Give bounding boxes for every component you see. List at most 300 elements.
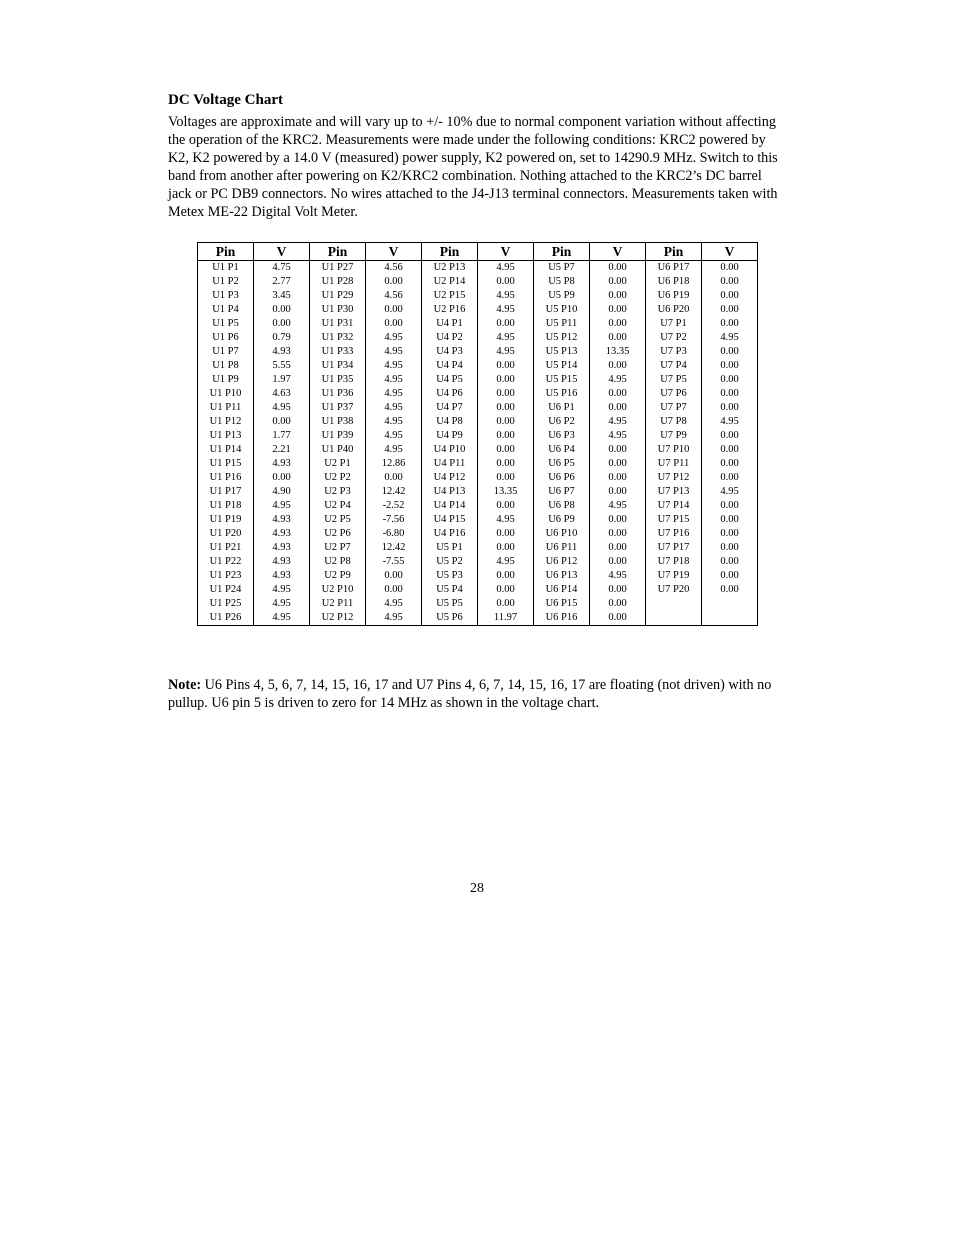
pin-cell: U6 P2 — [534, 415, 590, 429]
voltage-cell: 4.93 — [254, 541, 310, 555]
voltage-cell: 0.00 — [702, 275, 758, 289]
pin-cell: U4 P1 — [422, 317, 478, 331]
pin-cell: U2 P16 — [422, 303, 478, 317]
voltage-cell: 13.35 — [478, 485, 534, 499]
voltage-cell: 0.00 — [478, 317, 534, 331]
voltage-cell: 0.00 — [366, 471, 422, 485]
voltage-cell: 4.93 — [254, 345, 310, 359]
pin-cell: U5 P12 — [534, 331, 590, 345]
pin-cell: U5 P9 — [534, 289, 590, 303]
pin-cell: U4 P4 — [422, 359, 478, 373]
pin-cell: U6 P14 — [534, 583, 590, 597]
voltage-cell: 0.00 — [366, 569, 422, 583]
intro-paragraph: Voltages are approximate and will vary up to +/- 10% due to normal component variation without affecting the operation of the KRC2. Measurements were made under the following conditions: KRC2 powered by K2, K2 powered by a 14.0 V (measured) power supply, K2 powered on, set to 14290.9 MHz. Switch to this band from another after powering on K2/KRC2 combination. Nothing attached to the KRC2’s DC barrel jack or PC DB9 connectors. No wires attached to the J4-J13 terminal connectors. Measurements taken with Metex ME-22 Digital Volt Meter. — [168, 114, 778, 220]
pin-cell: U2 P10 — [310, 583, 366, 597]
pin-cell: U7 P3 — [646, 345, 702, 359]
voltage-cell: 0.00 — [478, 471, 534, 485]
pin-cell: U7 P13 — [646, 485, 702, 499]
pin-cell: U1 P2 — [198, 275, 254, 289]
pin-cell: U1 P1 — [198, 261, 254, 276]
voltage-cell: 4.95 — [366, 429, 422, 443]
voltage-cell: 0.00 — [702, 583, 758, 597]
voltage-cell: 0.00 — [590, 485, 646, 499]
voltage-cell: 0.00 — [702, 401, 758, 415]
voltage-cell: 0.00 — [702, 569, 758, 583]
pin-cell: U5 P6 — [422, 611, 478, 626]
pin-cell: U6 P9 — [534, 513, 590, 527]
pin-cell: U5 P15 — [534, 373, 590, 387]
pin-cell: U4 P11 — [422, 457, 478, 471]
pin-cell: U1 P16 — [198, 471, 254, 485]
voltage-cell: 0.00 — [478, 415, 534, 429]
table-row — [198, 471, 758, 485]
voltage-cell: 1.97 — [254, 373, 310, 387]
pin-cell: U2 P3 — [310, 485, 366, 499]
voltage-cell: 4.93 — [254, 569, 310, 583]
voltage-cell: 4.95 — [366, 373, 422, 387]
voltage-cell: 4.95 — [702, 331, 758, 345]
voltage-cell: 0.00 — [590, 275, 646, 289]
pin-cell: U4 P10 — [422, 443, 478, 457]
voltage-cell: 4.95 — [590, 429, 646, 443]
voltage-cell: 0.00 — [590, 597, 646, 611]
voltage-cell: 4.95 — [366, 443, 422, 457]
pin-cell: U5 P7 — [534, 261, 590, 276]
voltage-cell: 0.00 — [702, 373, 758, 387]
voltage-cell: 0.00 — [478, 569, 534, 583]
pin-cell: U6 P8 — [534, 499, 590, 513]
table-row — [198, 415, 758, 429]
voltage-cell: 0.00 — [702, 513, 758, 527]
voltage-cell: 0.00 — [702, 387, 758, 401]
pin-cell: U1 P32 — [310, 331, 366, 345]
voltage-cell: 4.95 — [590, 499, 646, 513]
voltage-cell: 0.00 — [478, 457, 534, 471]
pin-cell: U6 P5 — [534, 457, 590, 471]
column-header: Pin — [646, 243, 702, 261]
pin-cell: U1 P12 — [198, 415, 254, 429]
table-row — [198, 373, 758, 387]
voltage-cell: 4.63 — [254, 387, 310, 401]
voltage-cell: 0.00 — [254, 415, 310, 429]
voltage-cell: 0.00 — [590, 401, 646, 415]
voltage-cell: 0.00 — [702, 345, 758, 359]
voltage-cell: 0.00 — [478, 275, 534, 289]
pin-cell: U6 P11 — [534, 541, 590, 555]
table-row — [198, 485, 758, 499]
pin-cell: U6 P19 — [646, 289, 702, 303]
voltage-cell: 4.95 — [478, 331, 534, 345]
table-row — [198, 555, 758, 569]
voltage-cell: 0.00 — [702, 261, 758, 276]
voltage-cell: 0.00 — [702, 289, 758, 303]
voltage-cell: 0.00 — [702, 443, 758, 457]
pin-cell: U5 P5 — [422, 597, 478, 611]
voltage-cell: 4.95 — [478, 555, 534, 569]
pin-cell: U4 P15 — [422, 513, 478, 527]
pin-cell: U6 P6 — [534, 471, 590, 485]
pin-cell: U1 P24 — [198, 583, 254, 597]
pin-cell: U1 P9 — [198, 373, 254, 387]
voltage-cell: 4.95 — [366, 611, 422, 626]
voltage-cell: 1.77 — [254, 429, 310, 443]
voltage-cell: 2.77 — [254, 275, 310, 289]
pin-cell: U1 P23 — [198, 569, 254, 583]
voltage-table — [197, 242, 758, 626]
voltage-cell: 0.00 — [590, 443, 646, 457]
voltage-cell: 4.56 — [366, 261, 422, 276]
pin-cell: U5 P14 — [534, 359, 590, 373]
voltage-cell: 4.95 — [366, 359, 422, 373]
voltage-cell: 0.00 — [702, 457, 758, 471]
voltage-cell: 0.00 — [590, 303, 646, 317]
voltage-cell: 0.00 — [590, 611, 646, 626]
voltage-cell: 4.95 — [254, 401, 310, 415]
pin-cell: U4 P7 — [422, 401, 478, 415]
column-header: V — [702, 243, 758, 261]
voltage-cell — [702, 597, 758, 611]
table-header-row — [198, 243, 758, 261]
voltage-cell: 4.93 — [254, 527, 310, 541]
voltage-cell: -7.55 — [366, 555, 422, 569]
pin-cell: U7 P8 — [646, 415, 702, 429]
pin-cell: U5 P16 — [534, 387, 590, 401]
voltage-cell: 4.95 — [478, 345, 534, 359]
table-row — [198, 443, 758, 457]
voltage-cell: 12.42 — [366, 485, 422, 499]
pin-cell: U5 P1 — [422, 541, 478, 555]
voltage-cell: 0.00 — [478, 527, 534, 541]
voltage-cell: 12.86 — [366, 457, 422, 471]
voltage-cell: 0.00 — [590, 471, 646, 485]
voltage-cell: 4.95 — [590, 569, 646, 583]
voltage-cell: 4.95 — [478, 303, 534, 317]
voltage-cell: 0.00 — [702, 541, 758, 555]
table-body — [198, 261, 758, 626]
voltage-cell: 0.00 — [478, 597, 534, 611]
table-row — [198, 597, 758, 611]
pin-cell: U1 P33 — [310, 345, 366, 359]
voltage-cell: 0.00 — [366, 275, 422, 289]
voltage-cell: 0.00 — [478, 583, 534, 597]
voltage-cell: 4.56 — [366, 289, 422, 303]
pin-cell: U1 P29 — [310, 289, 366, 303]
pin-cell: U4 P12 — [422, 471, 478, 485]
pin-cell: U6 P18 — [646, 275, 702, 289]
voltage-cell: 0.00 — [366, 303, 422, 317]
voltage-cell: 4.95 — [366, 401, 422, 415]
pin-cell: U7 P2 — [646, 331, 702, 345]
column-header: Pin — [310, 243, 366, 261]
pin-cell: U7 P15 — [646, 513, 702, 527]
pin-cell: U4 P14 — [422, 499, 478, 513]
voltage-cell: 4.95 — [590, 373, 646, 387]
table-row — [198, 387, 758, 401]
voltage-cell: 0.00 — [590, 555, 646, 569]
voltage-cell: 0.00 — [590, 457, 646, 471]
table-row — [198, 583, 758, 597]
pin-cell: U1 P37 — [310, 401, 366, 415]
column-header: V — [366, 243, 422, 261]
voltage-cell: 0.00 — [702, 471, 758, 485]
table-row — [198, 401, 758, 415]
voltage-cell: 0.00 — [366, 317, 422, 331]
note-label: Note: — [168, 677, 202, 693]
pin-cell: U1 P8 — [198, 359, 254, 373]
voltage-cell: 0.00 — [590, 387, 646, 401]
pin-cell: U5 P2 — [422, 555, 478, 569]
pin-cell: U6 P7 — [534, 485, 590, 499]
pin-cell: U1 P36 — [310, 387, 366, 401]
voltage-cell: 12.42 — [366, 541, 422, 555]
pin-cell: U4 P8 — [422, 415, 478, 429]
pin-cell: U5 P4 — [422, 583, 478, 597]
pin-cell: U2 P6 — [310, 527, 366, 541]
pin-cell: U1 P14 — [198, 443, 254, 457]
page-number: 28 — [470, 881, 484, 896]
pin-cell: U7 P16 — [646, 527, 702, 541]
pin-cell: U2 P4 — [310, 499, 366, 513]
voltage-cell: 13.35 — [590, 345, 646, 359]
voltage-cell: 0.00 — [590, 261, 646, 276]
voltage-cell: -2.52 — [366, 499, 422, 513]
voltage-cell: 4.95 — [254, 499, 310, 513]
voltage-cell: 0.79 — [254, 331, 310, 345]
pin-cell: U1 P22 — [198, 555, 254, 569]
column-header: V — [478, 243, 534, 261]
table-row — [198, 569, 758, 583]
voltage-cell: 4.95 — [702, 415, 758, 429]
voltage-cell: 4.95 — [478, 513, 534, 527]
voltage-cell: 0.00 — [478, 541, 534, 555]
voltage-cell: 4.95 — [702, 485, 758, 499]
voltage-cell: 2.21 — [254, 443, 310, 457]
pin-cell: U1 P18 — [198, 499, 254, 513]
pin-cell: U1 P4 — [198, 303, 254, 317]
pin-cell: U5 P11 — [534, 317, 590, 331]
voltage-cell: 3.45 — [254, 289, 310, 303]
column-header: Pin — [534, 243, 590, 261]
voltage-cell: 4.95 — [254, 583, 310, 597]
pin-cell: U1 P34 — [310, 359, 366, 373]
voltage-cell: 4.90 — [254, 485, 310, 499]
pin-cell: U1 P13 — [198, 429, 254, 443]
pin-cell: U7 P4 — [646, 359, 702, 373]
pin-cell: U1 P5 — [198, 317, 254, 331]
pin-cell: U6 P4 — [534, 443, 590, 457]
table-row — [198, 611, 758, 626]
voltage-cell: 0.00 — [702, 359, 758, 373]
table-row — [198, 275, 758, 289]
pin-cell: U6 P13 — [534, 569, 590, 583]
table-row — [198, 303, 758, 317]
pin-cell: U5 P3 — [422, 569, 478, 583]
voltage-cell: 0.00 — [702, 429, 758, 443]
pin-cell: U7 P12 — [646, 471, 702, 485]
voltage-cell: 0.00 — [254, 303, 310, 317]
pin-cell: U6 P1 — [534, 401, 590, 415]
pin-cell: U6 P10 — [534, 527, 590, 541]
pin-cell: U7 P9 — [646, 429, 702, 443]
pin-cell: U1 P39 — [310, 429, 366, 443]
voltage-cell: 0.00 — [590, 289, 646, 303]
pin-cell: U2 P14 — [422, 275, 478, 289]
pin-cell: U1 P19 — [198, 513, 254, 527]
pin-cell: U4 P2 — [422, 331, 478, 345]
voltage-cell: 4.95 — [366, 597, 422, 611]
pin-cell: U2 P15 — [422, 289, 478, 303]
pin-cell: U1 P26 — [198, 611, 254, 626]
table-row — [198, 317, 758, 331]
pin-cell: U2 P2 — [310, 471, 366, 485]
pin-cell: U1 P38 — [310, 415, 366, 429]
pin-cell — [646, 611, 702, 626]
pin-cell — [646, 597, 702, 611]
voltage-cell: 0.00 — [478, 359, 534, 373]
pin-cell: U1 P25 — [198, 597, 254, 611]
pin-cell: U4 P13 — [422, 485, 478, 499]
pin-cell: U5 P8 — [534, 275, 590, 289]
table-row — [198, 289, 758, 303]
voltage-cell: 0.00 — [478, 429, 534, 443]
voltage-cell: 0.00 — [702, 303, 758, 317]
table-row — [198, 499, 758, 513]
pin-cell: U7 P1 — [646, 317, 702, 331]
pin-cell: U5 P13 — [534, 345, 590, 359]
voltage-cell: 11.97 — [478, 611, 534, 626]
pin-cell: U1 P27 — [310, 261, 366, 276]
table-row — [198, 429, 758, 443]
pin-cell: U4 P3 — [422, 345, 478, 359]
pin-cell: U7 P6 — [646, 387, 702, 401]
voltage-cell: 4.95 — [366, 331, 422, 345]
pin-cell: U7 P19 — [646, 569, 702, 583]
column-header: Pin — [422, 243, 478, 261]
voltage-cell: 0.00 — [478, 401, 534, 415]
pin-cell: U4 P16 — [422, 527, 478, 541]
voltage-cell: 0.00 — [590, 541, 646, 555]
voltage-cell: 0.00 — [478, 443, 534, 457]
pin-cell: U7 P18 — [646, 555, 702, 569]
pin-cell: U1 P10 — [198, 387, 254, 401]
voltage-cell: 0.00 — [702, 499, 758, 513]
pin-cell: U7 P7 — [646, 401, 702, 415]
pin-cell: U2 P8 — [310, 555, 366, 569]
table-row — [198, 261, 758, 276]
voltage-cell: 4.95 — [366, 345, 422, 359]
table-row — [198, 345, 758, 359]
pin-cell: U1 P7 — [198, 345, 254, 359]
pin-cell: U4 P5 — [422, 373, 478, 387]
voltage-cell: 0.00 — [702, 317, 758, 331]
voltage-cell: 0.00 — [590, 331, 646, 345]
pin-cell: U2 P12 — [310, 611, 366, 626]
table-row — [198, 513, 758, 527]
pin-cell: U1 P31 — [310, 317, 366, 331]
pin-cell: U6 P20 — [646, 303, 702, 317]
voltage-cell: 4.93 — [254, 513, 310, 527]
pin-cell: U1 P17 — [198, 485, 254, 499]
voltage-cell: 0.00 — [478, 387, 534, 401]
voltage-cell: 4.95 — [590, 415, 646, 429]
voltage-cell: 0.00 — [478, 373, 534, 387]
pin-cell: U1 P15 — [198, 457, 254, 471]
voltage-cell: 0.00 — [702, 555, 758, 569]
pin-cell: U6 P12 — [534, 555, 590, 569]
pin-cell: U2 P13 — [422, 261, 478, 276]
table-row — [198, 457, 758, 471]
column-header: V — [590, 243, 646, 261]
column-header: Pin — [198, 243, 254, 261]
voltage-cell: 0.00 — [590, 359, 646, 373]
voltage-cell: 4.95 — [478, 261, 534, 276]
pin-cell: U1 P20 — [198, 527, 254, 541]
pin-cell: U6 P17 — [646, 261, 702, 276]
pin-cell: U6 P15 — [534, 597, 590, 611]
pin-cell: U1 P30 — [310, 303, 366, 317]
voltage-cell: 0.00 — [366, 583, 422, 597]
voltage-cell: 0.00 — [478, 499, 534, 513]
column-header: V — [254, 243, 310, 261]
pin-cell: U4 P9 — [422, 429, 478, 443]
voltage-cell: 4.75 — [254, 261, 310, 276]
pin-cell: U1 P11 — [198, 401, 254, 415]
voltage-cell: 0.00 — [590, 527, 646, 541]
voltage-cell: 0.00 — [590, 317, 646, 331]
voltage-cell: 5.55 — [254, 359, 310, 373]
voltage-cell: 4.95 — [478, 289, 534, 303]
pin-cell: U1 P6 — [198, 331, 254, 345]
pin-cell: U6 P16 — [534, 611, 590, 626]
voltage-cell: 4.95 — [254, 611, 310, 626]
voltage-cell: 0.00 — [254, 317, 310, 331]
pin-cell: U7 P10 — [646, 443, 702, 457]
voltage-cell: -7.56 — [366, 513, 422, 527]
voltage-cell — [702, 611, 758, 626]
pin-cell: U5 P10 — [534, 303, 590, 317]
pin-cell: U1 P3 — [198, 289, 254, 303]
pin-cell: U7 P14 — [646, 499, 702, 513]
pin-cell: U2 P11 — [310, 597, 366, 611]
pin-cell: U2 P5 — [310, 513, 366, 527]
voltage-cell: -6.80 — [366, 527, 422, 541]
voltage-cell: 0.00 — [590, 513, 646, 527]
note-paragraph — [168, 676, 778, 712]
voltage-cell: 0.00 — [254, 471, 310, 485]
voltage-cell: 4.95 — [366, 387, 422, 401]
table-row — [198, 541, 758, 555]
pin-cell: U2 P9 — [310, 569, 366, 583]
voltage-cell: 4.95 — [254, 597, 310, 611]
pin-cell: U1 P28 — [310, 275, 366, 289]
pin-cell: U1 P40 — [310, 443, 366, 457]
pin-cell: U1 P21 — [198, 541, 254, 555]
page-heading: DC Voltage Chart — [168, 92, 283, 108]
voltage-cell: 4.93 — [254, 555, 310, 569]
note-text: U6 Pins 4, 5, 6, 7, 14, 15, 16, 17 and U7 Pins 4, 6, 7, 14, 15, 16, 17 are floating (not driven) with no pullup. U6 pin 5 is driven to zero for 14 MHz as shown in the voltage chart. — [168, 677, 772, 711]
pin-cell: U7 P11 — [646, 457, 702, 471]
pin-cell: U6 P3 — [534, 429, 590, 443]
pin-cell: U1 P35 — [310, 373, 366, 387]
pin-cell: U2 P1 — [310, 457, 366, 471]
voltage-cell: 4.95 — [366, 415, 422, 429]
voltage-cell: 4.93 — [254, 457, 310, 471]
table-row — [198, 331, 758, 345]
pin-cell: U7 P17 — [646, 541, 702, 555]
pin-cell: U4 P6 — [422, 387, 478, 401]
voltage-cell: 0.00 — [590, 583, 646, 597]
table-row — [198, 359, 758, 373]
